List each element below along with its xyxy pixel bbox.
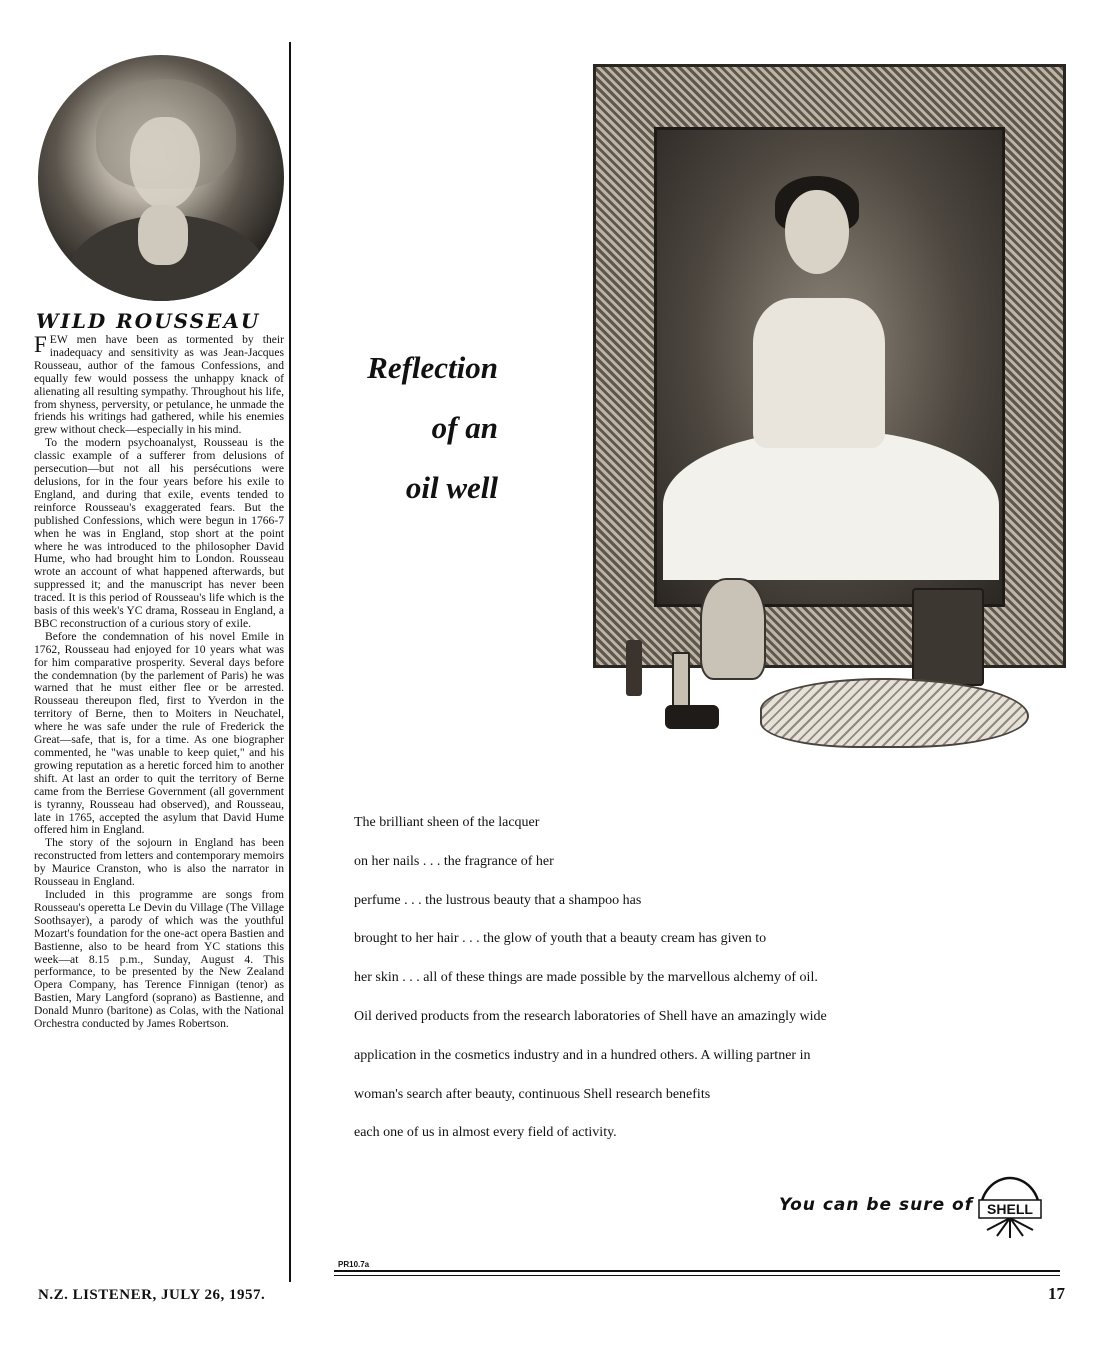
lipstick-cap-image: [665, 705, 719, 729]
ad-headline: [318, 338, 498, 518]
ad-copy-line: each one of us in almost every field of activity.: [354, 1125, 617, 1141]
article-paragraph: The story of the sojourn in England has been reconstructed from letters and contemporary memoirs by Maurice Cranston, who is also the narrator in Rousseau in England.: [34, 836, 284, 889]
column-divider: [289, 42, 291, 1282]
ad-copy-line: on her nails . . . the fragrance of her: [354, 853, 554, 869]
shell-logo-text: SHELL: [987, 1201, 1033, 1217]
ad-copy-line: perfume . . . the lustrous beauty that a shampoo has: [354, 892, 642, 908]
page-number: 17: [1048, 1284, 1065, 1303]
ornate-mirror-frame: [593, 64, 1066, 668]
article-paragraph: To the modern psychoanalyst, Rousseau is the classic example of a sufferer from delusions of persecution—but not all his persécutions were delusions, for in the four years before his exile to England, and during that exile, events tended to reinforce Rousseau's exaggerated fears. But the published Confessions, which were begun in 1766-7 when he was in England, stop short at the point where he was introduced to the philosopher David Hume, who had brought him to London. Rousseau wrote an account of what happened afterwards, but suppressed it; and the manuscript has never been traced. It is this period of Rousseau's life which is the basis of this week's YC drama, Rosseau in England, a BBC reconstruction of a curious story of exile.: [34, 436, 284, 630]
ad-copy-line: woman's search after beauty, continuous Shell research benefits: [354, 1086, 711, 1102]
article-title: WILD ROUSSEAU: [36, 309, 261, 333]
ad-copy-line: brought to her hair . . . the glow of youth that a beauty cream has given to: [354, 931, 767, 947]
ad-copy-line: The brilliant sheen of the lacquer: [354, 815, 540, 830]
lipstick-image: [626, 640, 642, 696]
perfume-bottle-image: [700, 578, 766, 680]
woman-reflection-image: [654, 127, 1005, 607]
ad-bottom-rule: [334, 1275, 1060, 1276]
headline-line: oil well: [405, 470, 498, 505]
ad-body-copy: [354, 812, 934, 1161]
drop-cap: F: [34, 334, 47, 357]
ad-copy-line: Oil derived products from the research laboratories of Shell have an amazingly wide: [354, 1008, 827, 1024]
hand-mirror-image: [760, 678, 1029, 748]
ad-bottom-rule: [334, 1270, 1060, 1272]
article-paragraph: Included in this programme are songs from Rousseau's operetta Le Devin du Village (The Village Soothsayer), a parody of which was the youthful Mozart's foundation for the one-act opera Bastien and Bastienne, also to be heard from YC stations this week—at 8.15 p.m., Sunday, August 4. This performance, to be presented by the New Zealand Opera Company, has Terence Finnigan (tenor) as Bastien, Mary Langford (soprano) as Bastienne, and Donald Munro (baritone) as Colas, with the National Orchestra conducted by James Robertson.: [34, 887, 284, 1031]
article-paragraph: Before the condemnation of his novel Emile in 1762, Rousseau had enjoyed for 10 years what was for him comparative prosperity. Several days before the condemnation (by the parlement of Paris) he was warned that he must either flee or be arrested. Rousseau thereupon fled, first to Yverdon in the territory of Berne, then to Moiters in Neuchatel, where he was safe under the rule of Frederick the Great—safe, that is, for a time. As one biographer commented, he "was unable to keep quiet," and his growing reputation as a heretic forced him to another shift. At last an order to quit the territory of Berne came from the Berriese Government (all government is tyranny, Rousseau had observed), and Rousseau, late in 1765, accepted the asylum that David Hume offered him in England.: [34, 629, 284, 837]
article-body: [34, 334, 284, 1284]
ad-copy-line: application in the cosmetics industry and in a hundred others. A willing partner in: [354, 1047, 811, 1063]
ad-tagline: You can be sure of: [779, 1195, 974, 1215]
headline-line: Reflection: [367, 350, 498, 385]
cosmetic-bottle-image: [912, 588, 984, 686]
article-paragraph: FEW men have been as tormented by their inadequacy and sensitivity as was Jean-Jacques Rousseau, author of the famous Confessions, and equally few would possess the unhappy knack of alienating all resulting sympathy. Throughout his life, from shyness, perversity, or petulance, he unmade the friends his writings had gathered, while his enemies grew without check—especially in his mind.: [34, 334, 284, 437]
publication-footer: N.Z. LISTENER, JULY 26, 1957.: [38, 1287, 266, 1303]
rousseau-portrait: [38, 55, 284, 301]
headline-line: of an: [431, 410, 498, 445]
ad-copy-line: her skin . . . all of these things are made possible by the marvellous alchemy of oil.: [354, 970, 818, 986]
shell-logo-icon: [975, 1174, 1045, 1242]
ad-reference-code: PR10.7a: [338, 1260, 370, 1269]
